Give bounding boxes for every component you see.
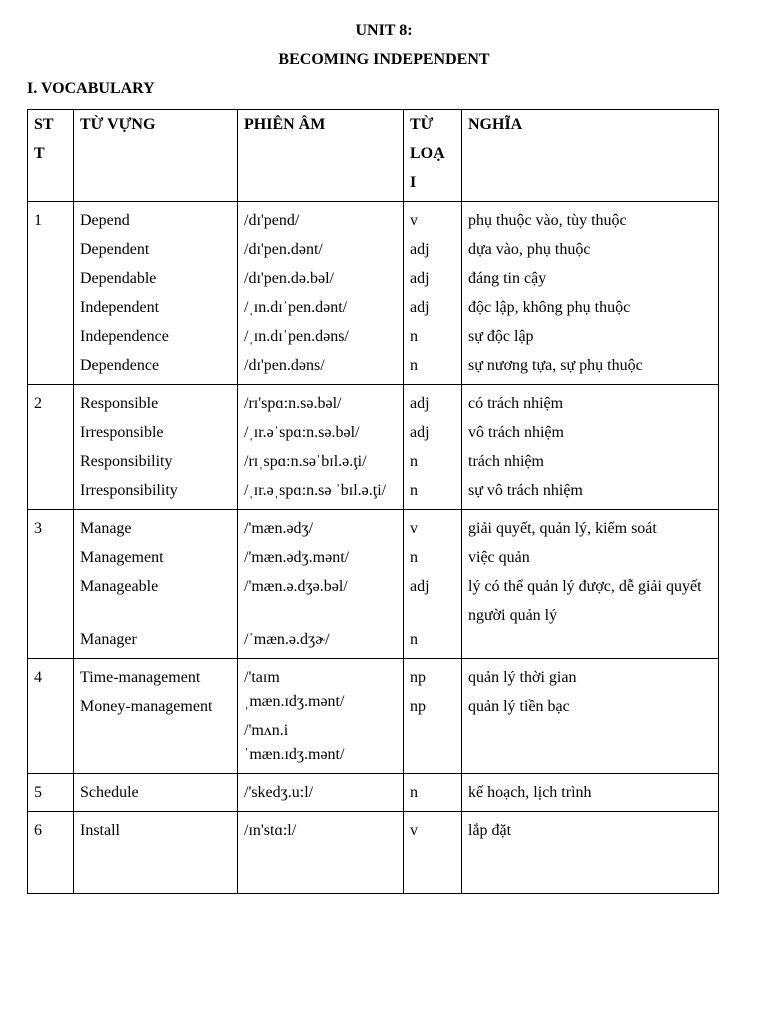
table-row — [28, 812, 719, 894]
meaning: độc lập, không phụ thuộc — [468, 299, 631, 316]
word-type: n — [410, 482, 418, 499]
word: Depend — [80, 212, 130, 229]
meaning-cell — [462, 385, 719, 510]
word: Dependence — [80, 357, 160, 374]
word-cell — [74, 202, 238, 385]
phonetic: /rɪ'spɑ:n.sə.bəl/ — [244, 395, 342, 412]
word: Independence — [80, 328, 169, 345]
meaning: phụ thuộc vào, tùy thuộc — [468, 212, 627, 229]
phonetic-cell — [238, 385, 404, 510]
phonetic: /ɪn'stɑ:l/ — [244, 822, 297, 839]
word-type: v — [410, 822, 418, 839]
row-number: 3 — [28, 510, 74, 659]
table-row — [28, 202, 719, 385]
phonetic: /'mʌn.i ˈmæn.ɪdʒ.mənt/ — [244, 722, 345, 763]
unit-title: UNIT 8: — [355, 22, 413, 39]
word-type-cell — [404, 385, 462, 510]
word: Schedule — [80, 784, 139, 801]
meaning: lắp đặt — [468, 822, 512, 839]
word-type-cell — [404, 659, 462, 774]
meaning: trách nhiệm — [468, 453, 544, 470]
header-type-part: TỪ — [410, 116, 434, 133]
word: Irresponsible — [80, 424, 164, 441]
meaning: sự độc lập — [468, 328, 534, 345]
word-type: np — [410, 698, 426, 715]
meaning: đáng tin cậy — [468, 270, 547, 287]
word: Install — [80, 822, 120, 839]
vocabulary-table — [27, 109, 719, 894]
table-row — [28, 659, 719, 774]
row-number: 5 — [28, 774, 74, 812]
word: Dependent — [80, 241, 150, 258]
meaning-cell — [462, 812, 719, 894]
phonetic: /dɪ'pend/ — [244, 212, 300, 229]
header-word: TỪ VỰNG — [74, 110, 238, 202]
meaning: việc quản — [468, 549, 530, 566]
header-stt-part: ST — [34, 116, 54, 133]
table-row — [28, 510, 719, 659]
word-cell — [74, 812, 238, 894]
phonetic: /dɪ'pen.dənt/ — [244, 241, 323, 258]
table-row — [28, 385, 719, 510]
phonetic-cell — [238, 774, 404, 812]
phonetic-cell — [238, 812, 404, 894]
header-phonetic: PHIÊN ÂM — [238, 110, 404, 202]
word: Dependable — [80, 270, 157, 287]
meaning: vô trách nhiệm — [468, 424, 564, 441]
table-row — [28, 774, 719, 812]
phonetic-cell — [238, 202, 404, 385]
meaning: lý có thể quản lý được, dễ giải quyết — [468, 578, 702, 595]
unit-subtitle: BECOMING INDEPENDENT — [278, 51, 490, 68]
word-type: n — [410, 549, 418, 566]
word-cell — [74, 659, 238, 774]
word: Responsible — [80, 395, 159, 412]
header-word-type — [404, 110, 462, 202]
meaning: có trách nhiệm — [468, 395, 564, 412]
word-type: v — [410, 212, 418, 229]
phonetic: /'mæn.ə.dʒə.bəl/ — [244, 578, 348, 595]
word: Manageable — [80, 578, 159, 595]
word-cell — [74, 510, 238, 659]
word-type-cell — [404, 510, 462, 659]
meaning: quản lý tiền bạc — [468, 698, 570, 715]
word-type: adj — [410, 395, 430, 412]
phonetic: /ˌɪn.dɪˈpen.dəns/ — [244, 328, 349, 345]
spacer — [410, 601, 455, 625]
word-type: np — [410, 669, 426, 686]
header-stt-part: T — [34, 145, 45, 162]
meaning: người quản lý — [468, 607, 558, 624]
word-type: adj — [410, 424, 430, 441]
word-type: n — [410, 784, 418, 801]
phonetic: /'mæn.ədʒ/ — [244, 520, 314, 537]
meaning-cell — [462, 659, 719, 774]
phonetic: /'skedʒ.u:l/ — [244, 784, 314, 801]
header-meaning: NGHĨA — [462, 110, 719, 202]
meaning-cell — [462, 510, 719, 659]
phonetic: /dɪ'pen.də.bəl/ — [244, 270, 334, 287]
word-type: n — [410, 357, 418, 374]
word: Manager — [80, 631, 137, 648]
meaning: giải quyết, quản lý, kiểm soát — [468, 520, 657, 537]
word-cell — [74, 385, 238, 510]
spacer — [244, 601, 397, 625]
row-number: 4 — [28, 659, 74, 774]
word: Time-management — [80, 669, 201, 686]
word-type: adj — [410, 299, 430, 316]
meaning: sự nương tựa, sự phụ thuộc — [468, 357, 643, 374]
word-type: adj — [410, 578, 430, 595]
phonetic: /ˌɪr.əˈspɑ:n.sə.bəl/ — [244, 424, 360, 441]
word: Money-management — [80, 698, 213, 715]
spacer — [80, 601, 231, 625]
meaning: kế hoạch, lịch trình — [468, 784, 592, 801]
row-number: 6 — [28, 812, 74, 894]
word: Management — [80, 549, 164, 566]
row-number: 2 — [28, 385, 74, 510]
table-header-row — [28, 110, 719, 202]
header-type-part: I — [410, 174, 417, 191]
phonetic: /dɪ'pen.dəns/ — [244, 357, 325, 374]
section-heading: I. VOCABULARY — [27, 80, 155, 97]
phonetic: /ˈmæn.ə.dʒɚ/ — [244, 631, 330, 648]
header-stt — [28, 110, 74, 202]
phonetic-cell — [238, 510, 404, 659]
meaning-cell — [462, 202, 719, 385]
word-type: adj — [410, 241, 430, 258]
phonetic: /ˌɪn.dɪˈpen.dənt/ — [244, 299, 348, 316]
meaning: quản lý thời gian — [468, 669, 577, 686]
word: Manage — [80, 520, 132, 537]
word-type: adj — [410, 270, 430, 287]
phonetic: /ˌɪr.əˌspɑ:n.sə ˈbɪl.ə.ţi/ — [244, 482, 387, 499]
word-type-cell — [404, 774, 462, 812]
word-type-cell — [404, 202, 462, 385]
word-cell — [74, 774, 238, 812]
row-number: 1 — [28, 202, 74, 385]
meaning-cell — [462, 774, 719, 812]
phonetic: /rɪˌspɑ:n.səˈbɪl.ə.ţi/ — [244, 453, 367, 470]
word-type: n — [410, 631, 418, 648]
word: Responsibility — [80, 453, 173, 470]
header-type-part: LOẠ — [410, 145, 445, 162]
word-type-cell — [404, 812, 462, 894]
word: Irresponsibility — [80, 482, 178, 499]
meaning: sự vô trách nhiệm — [468, 482, 583, 499]
phonetic: /'taɪm ˌmæn.ɪdʒ.mənt/ — [244, 669, 345, 710]
word-type: n — [410, 328, 418, 345]
word: Independent — [80, 299, 160, 316]
word-type: v — [410, 520, 418, 537]
word-type: n — [410, 453, 418, 470]
phonetic-cell — [238, 659, 404, 774]
phonetic: /'mæn.ədʒ.mənt/ — [244, 549, 350, 566]
meaning: dựa vào, phụ thuộc — [468, 241, 591, 258]
